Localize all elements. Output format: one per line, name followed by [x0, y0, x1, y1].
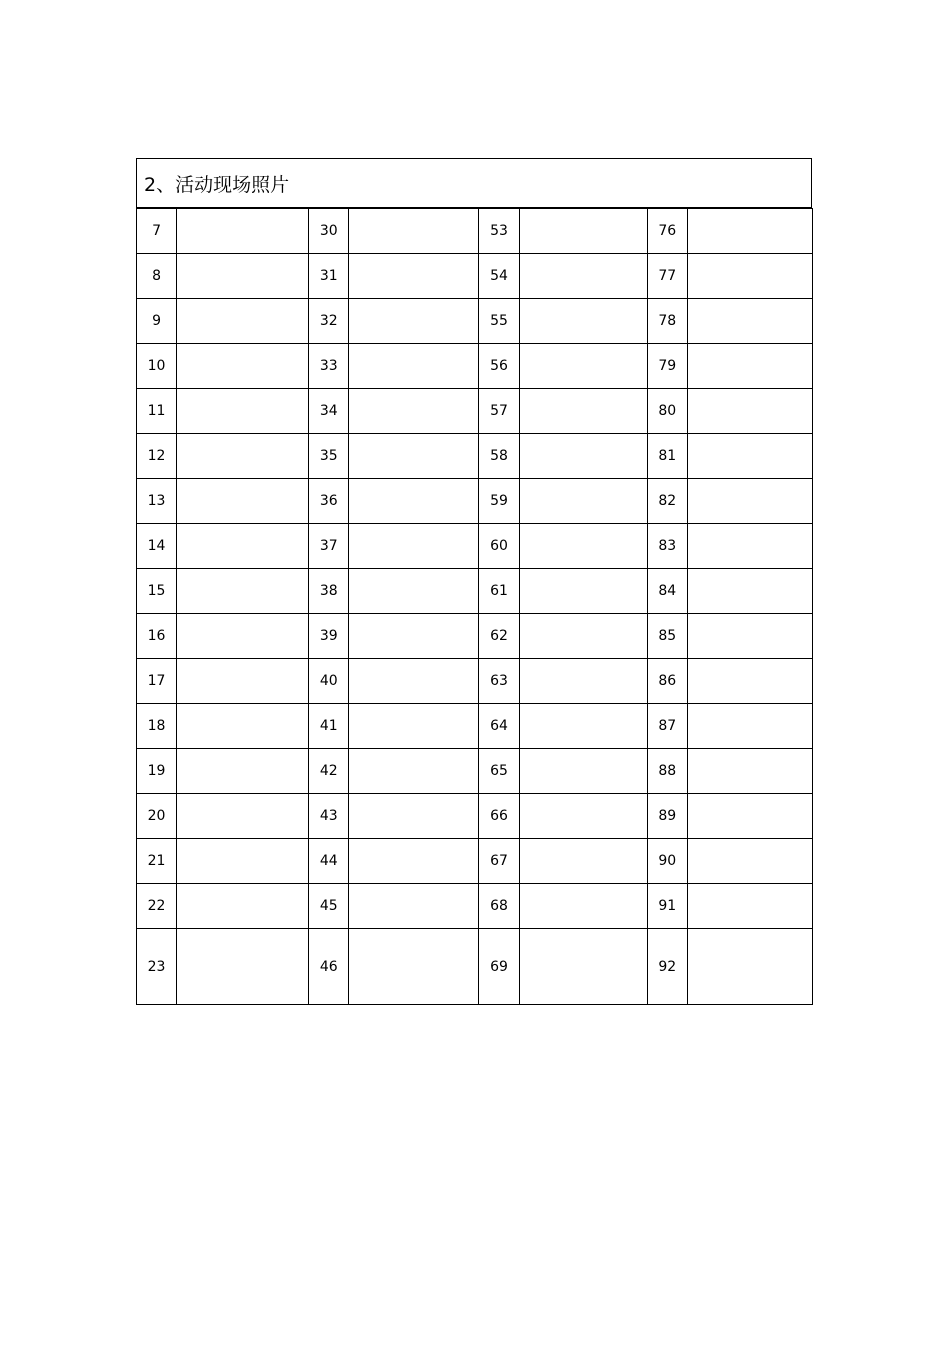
photo-blank-cell — [519, 254, 647, 299]
photo-number-cell: 20 — [137, 794, 177, 839]
photo-blank-cell — [687, 839, 812, 884]
table-row — [137, 794, 813, 839]
photo-blank-cell — [349, 659, 479, 704]
photo-number-cell: 45 — [309, 884, 349, 929]
photo-blank-cell — [349, 389, 479, 434]
photo-number-cell: 21 — [137, 839, 177, 884]
table-row — [137, 524, 813, 569]
photo-number-cell: 40 — [309, 659, 349, 704]
photo-blank-cell — [177, 749, 309, 794]
photo-blank-cell — [687, 209, 812, 254]
table-row — [137, 704, 813, 749]
photo-blank-cell — [687, 929, 812, 1005]
photo-number-cell: 42 — [309, 749, 349, 794]
photo-number-cell: 76 — [647, 209, 687, 254]
photo-number-cell: 58 — [479, 434, 519, 479]
photo-blank-cell — [687, 614, 812, 659]
table-row — [137, 929, 813, 1005]
photo-number-cell: 61 — [479, 569, 519, 614]
photo-blank-cell — [349, 749, 479, 794]
photo-number-cell: 77 — [647, 254, 687, 299]
photo-blank-cell — [349, 704, 479, 749]
photo-blank-cell — [519, 839, 647, 884]
photo-blank-cell — [177, 569, 309, 614]
table-row — [137, 209, 813, 254]
photo-number-cell: 34 — [309, 389, 349, 434]
photo-number-cell: 31 — [309, 254, 349, 299]
photo-number-cell: 14 — [137, 524, 177, 569]
photo-blank-cell — [687, 389, 812, 434]
photo-blank-cell — [177, 659, 309, 704]
photo-blank-cell — [177, 344, 309, 389]
photo-blank-cell — [687, 704, 812, 749]
photo-number-cell: 9 — [137, 299, 177, 344]
photo-blank-cell — [519, 299, 647, 344]
photo-number-cell: 15 — [137, 569, 177, 614]
photo-number-cell: 41 — [309, 704, 349, 749]
photo-number-cell: 30 — [309, 209, 349, 254]
table-row — [137, 389, 813, 434]
photo-number-cell: 59 — [479, 479, 519, 524]
photo-blank-cell — [349, 569, 479, 614]
photo-number-cell: 12 — [137, 434, 177, 479]
photo-blank-cell — [687, 254, 812, 299]
table-row — [137, 659, 813, 704]
photo-blank-cell — [687, 479, 812, 524]
photo-blank-cell — [349, 839, 479, 884]
photo-blank-cell — [519, 704, 647, 749]
photo-blank-cell — [687, 749, 812, 794]
photo-number-cell: 78 — [647, 299, 687, 344]
photo-number-cell: 66 — [479, 794, 519, 839]
photo-number-cell: 84 — [647, 569, 687, 614]
photo-blank-cell — [177, 839, 309, 884]
photo-number-cell: 69 — [479, 929, 519, 1005]
photo-number-cell: 23 — [137, 929, 177, 1005]
photo-number-cell: 65 — [479, 749, 519, 794]
photo-number-cell: 60 — [479, 524, 519, 569]
photo-blank-cell — [349, 434, 479, 479]
photo-blank-cell — [177, 479, 309, 524]
photo-number-cell: 8 — [137, 254, 177, 299]
photo-number-cell: 55 — [479, 299, 519, 344]
photo-blank-cell — [177, 434, 309, 479]
photo-number-cell: 63 — [479, 659, 519, 704]
photo-blank-cell — [519, 659, 647, 704]
photo-blank-cell — [519, 524, 647, 569]
photo-number-cell: 22 — [137, 884, 177, 929]
photo-number-cell: 92 — [647, 929, 687, 1005]
photo-blank-cell — [519, 929, 647, 1005]
table-row — [137, 344, 813, 389]
photo-blank-cell — [519, 344, 647, 389]
photo-blank-cell — [349, 254, 479, 299]
photo-number-cell: 10 — [137, 344, 177, 389]
section-header — [136, 158, 812, 208]
photo-number-cell: 57 — [479, 389, 519, 434]
photo-number-cell: 79 — [647, 344, 687, 389]
photo-number-cell: 90 — [647, 839, 687, 884]
photo-blank-cell — [177, 389, 309, 434]
photo-blank-cell — [519, 749, 647, 794]
photo-number-cell: 85 — [647, 614, 687, 659]
photo-number-cell: 86 — [647, 659, 687, 704]
photo-blank-cell — [519, 434, 647, 479]
photo-number-cell: 83 — [647, 524, 687, 569]
photo-number-cell: 37 — [309, 524, 349, 569]
photo-blank-cell — [687, 299, 812, 344]
photo-number-cell: 43 — [309, 794, 349, 839]
photo-blank-cell — [349, 884, 479, 929]
table-row — [137, 299, 813, 344]
photo-number-cell: 88 — [647, 749, 687, 794]
photo-blank-cell — [519, 389, 647, 434]
photo-number-cell: 56 — [479, 344, 519, 389]
photo-blank-cell — [177, 254, 309, 299]
photo-number-cell: 13 — [137, 479, 177, 524]
photo-number-cell: 18 — [137, 704, 177, 749]
photo-blank-cell — [349, 794, 479, 839]
photo-number-cell: 54 — [479, 254, 519, 299]
table-row — [137, 839, 813, 884]
photo-blank-cell — [687, 569, 812, 614]
photo-blank-cell — [349, 929, 479, 1005]
photo-blank-cell — [177, 884, 309, 929]
photo-number-cell: 91 — [647, 884, 687, 929]
photo-blank-cell — [349, 524, 479, 569]
photo-blank-cell — [177, 794, 309, 839]
photo-blank-cell — [177, 209, 309, 254]
table-row — [137, 569, 813, 614]
photo-blank-cell — [349, 344, 479, 389]
section-title: 2、活动现场照片 — [144, 173, 290, 196]
photo-number-cell: 11 — [137, 389, 177, 434]
photo-blank-cell — [177, 704, 309, 749]
photo-number-cell: 62 — [479, 614, 519, 659]
photo-blank-cell — [687, 434, 812, 479]
photo-number-cell: 68 — [479, 884, 519, 929]
table-row — [137, 884, 813, 929]
photo-blank-cell — [349, 614, 479, 659]
photo-number-cell: 7 — [137, 209, 177, 254]
photo-number-cell: 35 — [309, 434, 349, 479]
table-body — [137, 209, 813, 1005]
photo-number-table — [136, 208, 813, 1005]
photo-blank-cell — [519, 884, 647, 929]
photo-number-cell: 81 — [647, 434, 687, 479]
photo-blank-cell — [177, 614, 309, 659]
photo-number-cell: 36 — [309, 479, 349, 524]
photo-blank-cell — [177, 299, 309, 344]
photo-blank-cell — [177, 929, 309, 1005]
photo-blank-cell — [687, 794, 812, 839]
photo-blank-cell — [687, 659, 812, 704]
photo-blank-cell — [349, 209, 479, 254]
photo-number-cell: 39 — [309, 614, 349, 659]
photo-blank-cell — [519, 614, 647, 659]
table-row — [137, 254, 813, 299]
photo-number-cell: 38 — [309, 569, 349, 614]
photo-number-cell: 16 — [137, 614, 177, 659]
photo-number-cell: 67 — [479, 839, 519, 884]
photo-number-cell: 53 — [479, 209, 519, 254]
photo-blank-cell — [349, 479, 479, 524]
photo-number-cell: 17 — [137, 659, 177, 704]
photo-number-cell: 64 — [479, 704, 519, 749]
table-row — [137, 434, 813, 479]
photo-blank-cell — [687, 344, 812, 389]
photo-number-cell: 82 — [647, 479, 687, 524]
photo-number-cell: 33 — [309, 344, 349, 389]
photo-number-cell: 80 — [647, 389, 687, 434]
photo-blank-cell — [177, 524, 309, 569]
photo-number-cell: 46 — [309, 929, 349, 1005]
photo-number-cell: 32 — [309, 299, 349, 344]
photo-blank-cell — [519, 569, 647, 614]
photo-number-cell: 89 — [647, 794, 687, 839]
photo-number-cell: 19 — [137, 749, 177, 794]
photo-blank-cell — [687, 884, 812, 929]
photo-blank-cell — [687, 524, 812, 569]
table-row — [137, 479, 813, 524]
photo-number-cell: 44 — [309, 839, 349, 884]
photo-blank-cell — [519, 794, 647, 839]
photo-blank-cell — [519, 479, 647, 524]
table-row — [137, 614, 813, 659]
photo-blank-cell — [349, 299, 479, 344]
photo-blank-cell — [519, 209, 647, 254]
photo-number-cell: 87 — [647, 704, 687, 749]
table-row — [137, 749, 813, 794]
